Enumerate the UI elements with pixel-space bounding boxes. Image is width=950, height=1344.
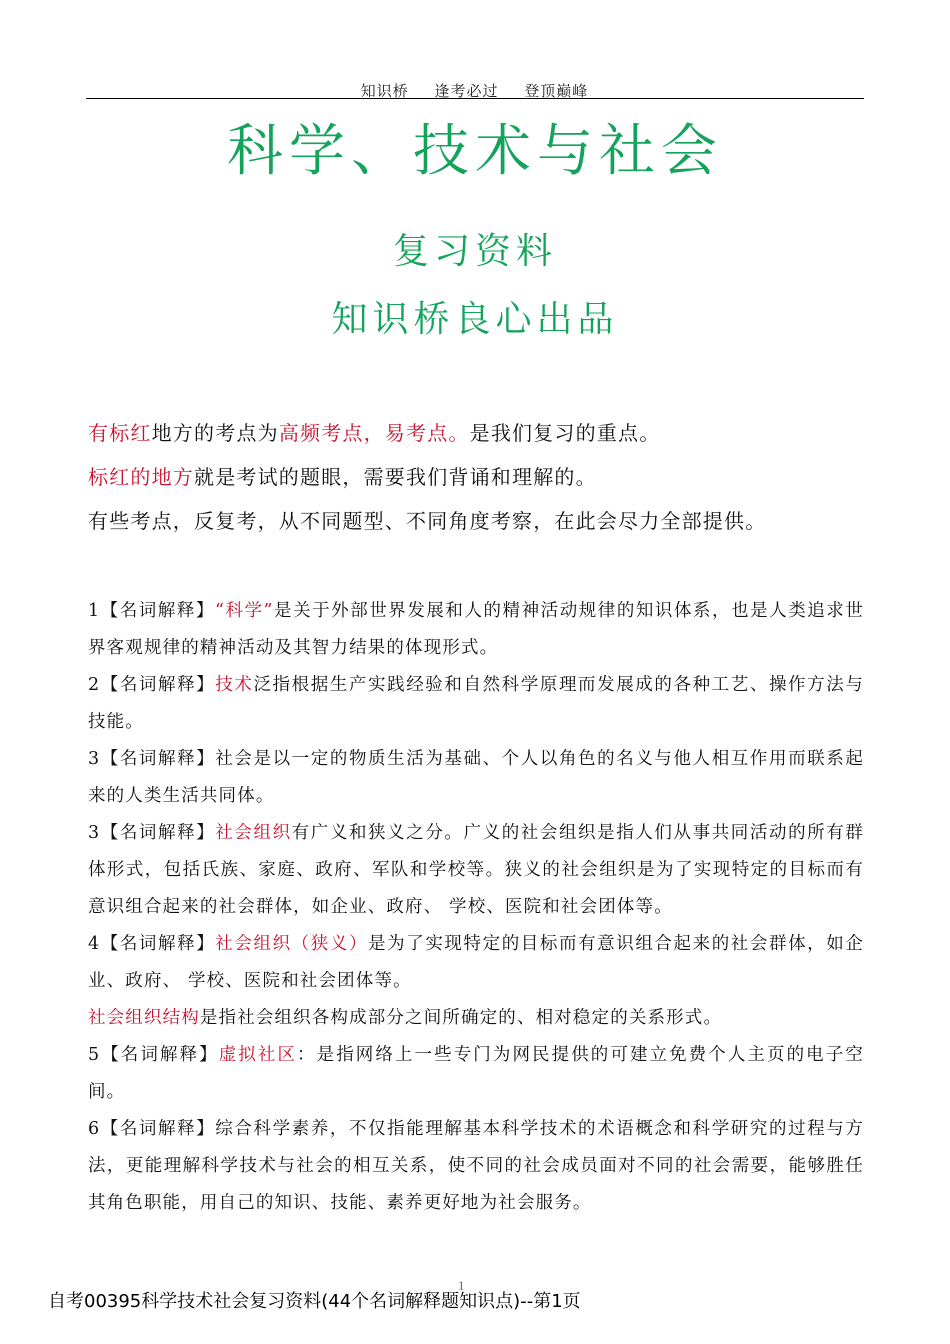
term-entry [88,815,864,926]
entry-prefix: 2【名词解释】 [88,675,216,695]
intro-line-1 [88,418,868,448]
entry-body: ：是指网络上一些专门为网民提供的可建立免费个人主页的电子空间。 [88,1045,864,1102]
intro-text: 是我们复习的重点。 [469,421,661,445]
entry-body: 是指社会组织各构成部分之间所确定的、相对稳定的关系形式。 [199,1008,723,1028]
term-entry [88,1111,864,1222]
entry-term: 虚拟社区 [218,1045,298,1065]
term-entry [88,741,864,815]
entry-body: 是关于外部世界发展和人的精神活动规律的知识体系，也是人类追求世界客观规律的精神活动及其智力结果的体现形式。 [88,601,865,658]
entry-term: 技术 [215,675,254,695]
entry-term: 社会组织结构 [88,1008,200,1028]
intro-text: 地方的考点为 [151,421,279,445]
intro-highlight: 有标红 [88,421,152,445]
term-entry [88,926,864,1000]
entry-prefix: 3【名词解释】 [88,823,216,843]
term-entry [88,667,864,741]
header-slogan-1: 逢考必过 [434,82,499,100]
entry-body: 社会是以一定的物质生活为基础、个人以角色的名义与他人相互作用而联系起来的人类生活共同体。 [88,749,864,806]
term-entry [88,1000,864,1037]
entry-prefix: 6【名词解释】 [88,1119,216,1139]
intro-line-3: 有些考点，反复考，从不同题型、不同角度考察，在此会尽力全部提供。 [88,509,767,533]
header-brand: 知识桥 [360,82,409,100]
page-footer: 自考00395科学技术社会复习资料(44个名词解释题知识点)--第1页 [48,1291,581,1312]
page-number: 1 [458,1278,465,1293]
term-entry [88,1037,864,1111]
document-byline: 知识桥良心出品 [331,299,619,340]
term-entry [88,593,864,667]
entry-body: 综合科学素养，不仅指能理解基本科学技术的术语概念和科学研究的过程与方法，更能理解科学技术与社会的相互关系，使不同的社会成员面对不同的社会需要，能够胜任其角色职能，用自己的知识、技能、素养更好地为社会服务。 [88,1119,864,1213]
entry-body: 有广义和狭义之分。广义的社会组织是指人们从事共同活动的所有群体形式，包括氏族、家庭、政府、军队和学校等。狭义的社会组织是为了实现特定的目标而有意识组合起来的社会群体，如企业、政府、 学校、医院和社会团体等。 [88,823,865,917]
entry-body: 是为了实现特定的目标而有意识组合起来的社会群体，如企业、政府、 学校、医院和社会团体等。 [88,934,865,991]
entry-prefix: 5【名词解释】 [88,1045,219,1065]
document-subtitle: 复习资料 [392,231,557,272]
intro-highlight: 标红的地方 [88,465,194,489]
document-title: 科学、技术与社会 [227,119,723,184]
intro-text: 就是考试的题眼，需要我们背诵和理解的。 [194,465,597,489]
header-slogan-2: 登顶巅峰 [524,82,589,100]
intro-highlight: 高频考点，易考点。 [278,421,470,445]
entry-prefix: 4【名词解释】 [88,934,216,954]
entry-prefix: 1【名词解释】 [88,601,215,621]
term-list [88,593,864,1222]
entry-term: “科学” [214,601,274,621]
entry-term: 社会组织（狭义） [215,934,369,954]
entry-prefix: 3【名词解释】 [88,749,216,769]
intro-line-2 [88,462,868,492]
entry-term: 社会组织 [215,823,292,843]
header-rule [86,98,864,99]
entry-body: 泛指根据生产实践经验和自然科学原理而发展成的各种工艺、操作方法与技能。 [88,675,864,732]
